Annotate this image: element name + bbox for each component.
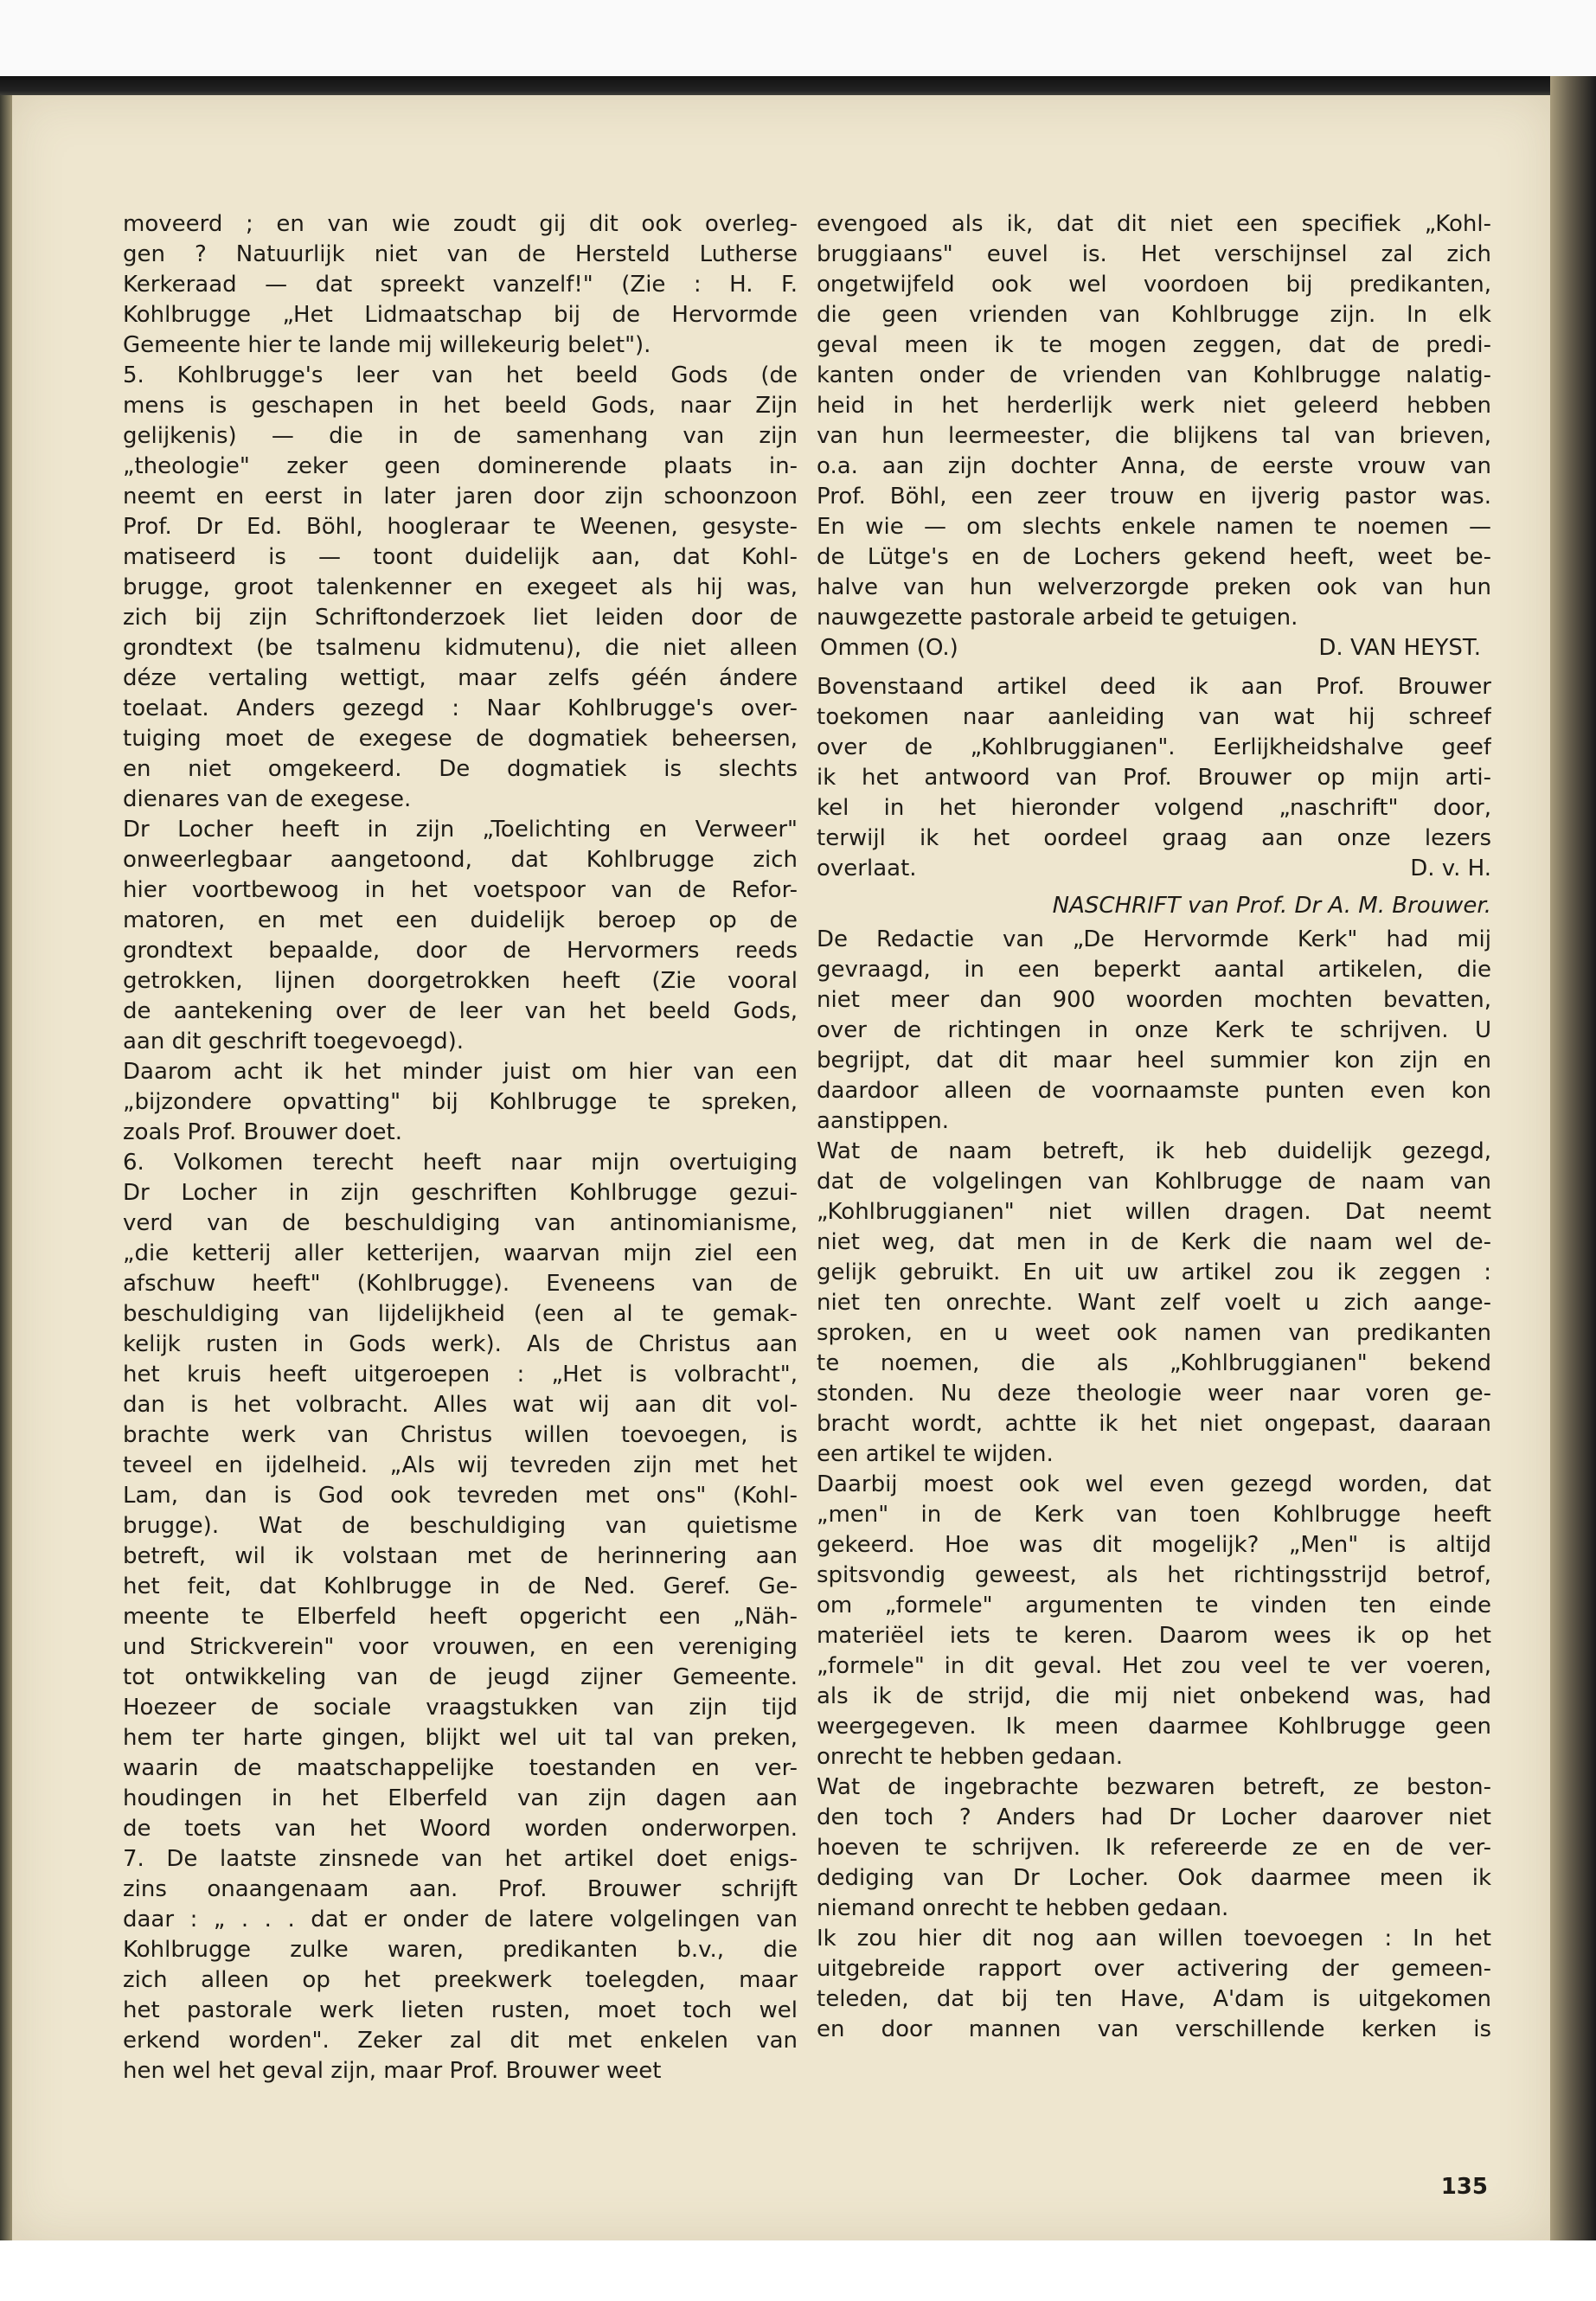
text-line: beschuldiging van lijdelijkheid (een al te gemak-: [123, 1301, 798, 1327]
text-line: de toets van het Woord worden onderworpen.: [123, 1816, 798, 1842]
text-line: teleden, dat bij ten Have, A'dam is uitgekomen: [817, 1986, 1491, 2012]
text-line: het kruis heeft uitgeroepen : „Het is volbracht",: [123, 1362, 798, 1388]
text-line: Dr Locher in zijn geschriften Kohlbrugge gezui-: [123, 1180, 798, 1206]
text-line: brugge). Wat de beschuldiging van quietisme: [123, 1513, 798, 1539]
signature-initials: D. v. H.: [1410, 856, 1491, 881]
text-line: „bijzondere opvatting" bij Kohlbrugge te spreken,: [123, 1089, 798, 1115]
text-line: stonden. Nu deze theologie weer naar voren ge-: [817, 1381, 1491, 1407]
text-line: het feit, dat Kohlbrugge in de Ned. Geref. Ge-: [123, 1574, 798, 1599]
naschrift-heading: NASCHRIFT van Prof. Dr A. M. Brouwer.: [1052, 893, 1491, 919]
text-line: als ik de strijd, die mij niet onbekend was, had: [817, 1683, 1491, 1709]
scan-edge-left: [0, 95, 12, 2240]
page-number: 135: [1440, 2174, 1488, 2200]
text-line: 6. Volkomen terecht heeft naar mijn overtuiging: [123, 1150, 798, 1176]
text-line: gekeerd. Hoe was dit mogelijk? „Men" is altijd: [817, 1532, 1491, 1558]
text-line: ongetwijfeld ook wel voordoen bij predikanten,: [817, 272, 1491, 298]
text-line: meente te Elberfeld heeft opgericht een „Näh-: [123, 1604, 798, 1630]
text-line: tuiging moet de exegese de dogmatiek beheersen,: [123, 726, 798, 752]
left-column: [123, 209, 798, 2086]
text-line: kanten onder de vrienden van Kohlbrugge nalatig-: [817, 362, 1491, 388]
text-line: zich alleen op het preekwerk toelegden, maar: [123, 1967, 798, 1993]
text-line: Dr Locher heeft in zijn „Toelichting en Verweer": [123, 817, 798, 843]
text-line: hen wel het geval zijn, maar Prof. Brouwer weet: [123, 2058, 662, 2084]
text-line: van hun leermeester, die blijkens tal van brieven,: [817, 423, 1491, 449]
text-line: zins onaangenaam aan. Prof. Brouwer schrijft: [123, 1876, 798, 1902]
scan-edge-right: [1550, 76, 1596, 2240]
text-line: over de „Kohlbruggianen". Eerlijkheidshalve geef: [817, 734, 1491, 760]
text-line: déze vertaling wettigt, maar zelfs géén ándere: [123, 665, 798, 691]
text-line: om „formele" argumenten te vinden ten einde: [817, 1593, 1491, 1618]
text-line: Lam, dan is God ook tevreden met ons" (Kohl-: [123, 1483, 798, 1509]
text-line: uitgebreide rapport over activering der gemeen-: [817, 1956, 1491, 1982]
text-line: bracht wordt, achtte ik het niet ongepast, daaraan: [817, 1411, 1491, 1437]
text-line: terwijl ik het oordeel graag aan onze lezers: [817, 825, 1491, 851]
text-line: matoren, en met een duidelijk beroep op de: [123, 907, 798, 933]
signature-editor: [817, 854, 1491, 884]
text-line: daar : „ . . . dat er onder de latere volgelingen van: [123, 1907, 798, 1932]
text-line: dediging van Dr Locher. Ook daarmee meen ik: [817, 1865, 1491, 1891]
text-line: niet weg, dat men in de Kerk die naam wel de-: [817, 1229, 1491, 1255]
text-line: Ik zou hier dit nog aan willen toevoegen : In het: [817, 1926, 1491, 1952]
text-line: evengoed als ik, dat dit niet een specifiek „Kohl-: [817, 211, 1491, 237]
text-line: „men" in de Kerk van toen Kohlbrugge heeft: [817, 1502, 1491, 1528]
text-line: over de richtingen in onze Kerk te schrijven. U: [817, 1017, 1491, 1043]
text-line: spitsvondig geweest, als het richtingsstrijd betrof,: [817, 1562, 1491, 1588]
text-line: brachte werk van Christus willen toevoegen, is: [123, 1422, 798, 1448]
text-line: neemt en eerst in later jaren door zijn schoonzoon: [123, 484, 798, 510]
text-line: hoeven te schrijven. Ik refereerde ze en de ver-: [817, 1835, 1491, 1861]
text-line: matiseerd is — toont duidelijk aan, dat Kohl-: [123, 544, 798, 570]
text-line: kel in het hieronder volgend „naschrift" door,: [817, 795, 1491, 821]
text-line: o.a. aan zijn dochter Anna, de eerste vrouw van: [817, 453, 1491, 479]
text-line: zoals Prof. Brouwer doet.: [123, 1119, 402, 1145]
text-line: materiëel iets te keren. Daarom wees ik op het: [817, 1623, 1491, 1649]
text-line: Daarom acht ik het minder juist om hier van een: [123, 1059, 798, 1085]
text-line: grondtext bepaalde, door de Hervormers reeds: [123, 938, 798, 964]
text-line: getrokken, lijnen doorgetrokken heeft (Zie vooral: [123, 968, 798, 994]
text-line: tot ontwikkeling van de jeugd zijner Gemeente.: [123, 1664, 798, 1690]
text-line: daardoor alleen de voornaamste punten even kon: [817, 1078, 1491, 1104]
text-line: nauwgezette pastorale arbeid te getuigen.: [817, 605, 1298, 631]
text-line: Kohlbrugge „Het Lidmaatschap bij de Hervormde: [123, 302, 798, 328]
text-line: gelijkenis) — die in de samenhang van zijn: [123, 423, 798, 449]
text-line: de Lütge's en de Lochers gekend heeft, weet be-: [817, 544, 1491, 570]
scan-background-top: [0, 0, 1596, 80]
signature-place: Ommen (O.): [820, 635, 958, 661]
text-line: gen ? Natuurlijk niet van de Hersteld Lutherse: [123, 241, 798, 267]
text-line: Kerkeraad — dat spreekt vanzelf!" (Zie : H. F.: [123, 272, 798, 298]
text-line: kelijk rusten in Gods werk). Als de Christus aan: [123, 1331, 798, 1357]
text-line: niet ten onrechte. Want zelf voelt u zich aange-: [817, 1290, 1491, 1316]
text-line: het pastorale werk lieten rusten, moet toch wel: [123, 1997, 798, 2023]
text-line: te noemen, die als „Kohlbruggianen" bekend: [817, 1350, 1491, 1376]
editor-note: [817, 672, 1491, 854]
text-line: een artikel te wijden.: [817, 1441, 1054, 1467]
text-line: en door mannen van verschillende kerken is: [817, 2016, 1491, 2042]
text-line: betreft, wil ik volstaan met de herinnering aan: [123, 1543, 798, 1569]
text-line: dat de volgelingen van Kohlbrugge de naam van: [817, 1169, 1491, 1195]
text-line: „theologie" zeker geen dominerende plaats in-: [123, 453, 798, 479]
text-line: onrecht te hebben gedaan.: [817, 1744, 1124, 1770]
text-line: hem ter harte gingen, blijkt wel uit tal van preken,: [123, 1725, 798, 1751]
text-line: aan dit geschrift toegevoegd).: [123, 1029, 464, 1054]
text-line: en niet omgekeerd. De dogmatiek is slechts: [123, 756, 798, 782]
text-line: Hoezeer de sociale vraagstukken van zijn tijd: [123, 1695, 798, 1721]
text-line: brugge, groot talenkenner en exegeet als hij was,: [123, 574, 798, 600]
text-line: Prof. Böhl, een zeer trouw en ijverig pastor was.: [817, 484, 1491, 510]
text-line: heid in het herderlijk werk niet geleerd hebben: [817, 393, 1491, 419]
text-line: halve van hun welverzorgde preken ook van hun: [817, 574, 1491, 600]
text-line: toelaat. Anders gezegd : Naar Kohlbrugge's over-: [123, 695, 798, 721]
text-line: 5. Kohlbrugge's leer van het beeld Gods (de: [123, 362, 798, 388]
text-line: onweerlegbaar aangetoond, dat Kohlbrugge zich: [123, 847, 798, 873]
text-line: „formele" in dit geval. Het zou veel te ver voeren,: [817, 1653, 1491, 1679]
text-line: dan is het volbracht. Alles wat wij aan dit vol-: [123, 1392, 798, 1418]
signature-closing-text: overlaat.: [817, 856, 917, 881]
text-line: de aantekening over de leer van het beeld Gods,: [123, 998, 798, 1024]
text-line: und Strickverein" voor vrouwen, en een vereniging: [123, 1634, 798, 1660]
right-column: [817, 209, 1491, 2045]
page-sheet: [12, 95, 1550, 2240]
text-line: En wie — om slechts enkele namen te noemen —: [817, 514, 1491, 540]
reply-continuation: [817, 209, 1491, 633]
text-line: den toch ? Anders had Dr Locher daarover niet: [817, 1804, 1491, 1830]
text-line: teveel en ijdelheid. „Als wij tevreden zijn met het: [123, 1452, 798, 1478]
text-line: moveerd ; en van wie zoudt gij dit ook overleg-: [123, 211, 798, 237]
text-line: ik het antwoord van Prof. Brouwer op mijn arti-: [817, 765, 1491, 791]
text-line: mens is geschapen in het beeld Gods, naar Zijn: [123, 393, 798, 419]
text-line: erkend worden". Zeker zal dit met enkelen van: [123, 2028, 798, 2054]
text-line: De Redactie van „De Hervormde Kerk" had mij: [817, 926, 1491, 952]
text-line: sproken, en u weet ook namen van predikanten: [817, 1320, 1491, 1346]
text-line: aanstippen.: [817, 1108, 950, 1134]
text-line: Wat de ingebrachte bezwaren betreft, ze beston-: [817, 1774, 1491, 1800]
text-line: geval meen ik te mogen zeggen, dat de predi-: [817, 332, 1491, 358]
scan-background-bottom: [0, 2240, 1596, 2301]
naschrift-body: [817, 925, 1491, 2045]
text-line: „Kohlbruggianen" niet willen dragen. Dat neemt: [817, 1199, 1491, 1225]
text-line: Wat de naam betreft, ik heb duidelijk gezegd,: [817, 1138, 1491, 1164]
text-line: houdingen in het Elberfeld van zijn dagen aan: [123, 1785, 798, 1811]
text-line: die geen vrienden van Kohlbrugge zijn. In elk: [817, 302, 1491, 328]
text-line: zich bij zijn Schriftonderzoek liet leiden door de: [123, 605, 798, 631]
text-line: gelijk gebruikt. En uit uw artikel zou ik zeggen :: [817, 1259, 1491, 1285]
signature-name: D. VAN HEYST.: [1318, 635, 1481, 661]
text-line: Bovenstaand artikel deed ik aan Prof. Brouwer: [817, 674, 1491, 700]
text-line: hier voortbewoog in het voetspoor van de Refor-: [123, 877, 798, 903]
text-line: bruggiaans" euvel is. Het verschijnsel zal zich: [817, 241, 1491, 267]
text-line: Gemeente hier te lande mij willekeurig belet").: [123, 332, 651, 358]
text-line: weergegeven. Ik meen daarmee Kohlbrugge geen: [817, 1714, 1491, 1740]
text-line: grondtext (be tsalmenu kidmutenu), die niet alleen: [123, 635, 798, 661]
text-line: niemand onrecht te hebben gedaan.: [817, 1895, 1229, 1921]
text-line: verd van de beschuldiging van antinomianisme,: [123, 1210, 798, 1236]
text-line: 7. De laatste zinsnede van het artikel doet enigs-: [123, 1846, 798, 1872]
text-line: niet meer dan 900 woorden mochten bevatten,: [817, 987, 1491, 1013]
text-line: begrijpt, dat dit maar heel summier kon zijn en: [817, 1048, 1491, 1074]
text-line: gevraagd, in een beperkt aantal artikelen, die: [817, 957, 1491, 983]
text-line: dienares van de exegese.: [123, 786, 412, 812]
text-line: toekomen naar aanleiding van wat hij schreef: [817, 704, 1491, 730]
text-line: Kohlbrugge zulke waren, predikanten b.v., die: [123, 1937, 798, 1963]
text-line: afschuw heeft" (Kohlbrugge). Eveneens van de: [123, 1271, 798, 1297]
text-line: „die ketterij aller ketterijen, waarvan mijn ziel een: [123, 1240, 798, 1266]
text-line: waarin de maatschappelijke toestanden en ver-: [123, 1755, 798, 1781]
signature-van-heyst: [817, 633, 1491, 663]
text-line: Daarbij moest ook wel even gezegd worden, dat: [817, 1471, 1491, 1497]
text-line: Prof. Dr Ed. Böhl, hoogleraar te Weenen, gesyste-: [123, 514, 798, 540]
